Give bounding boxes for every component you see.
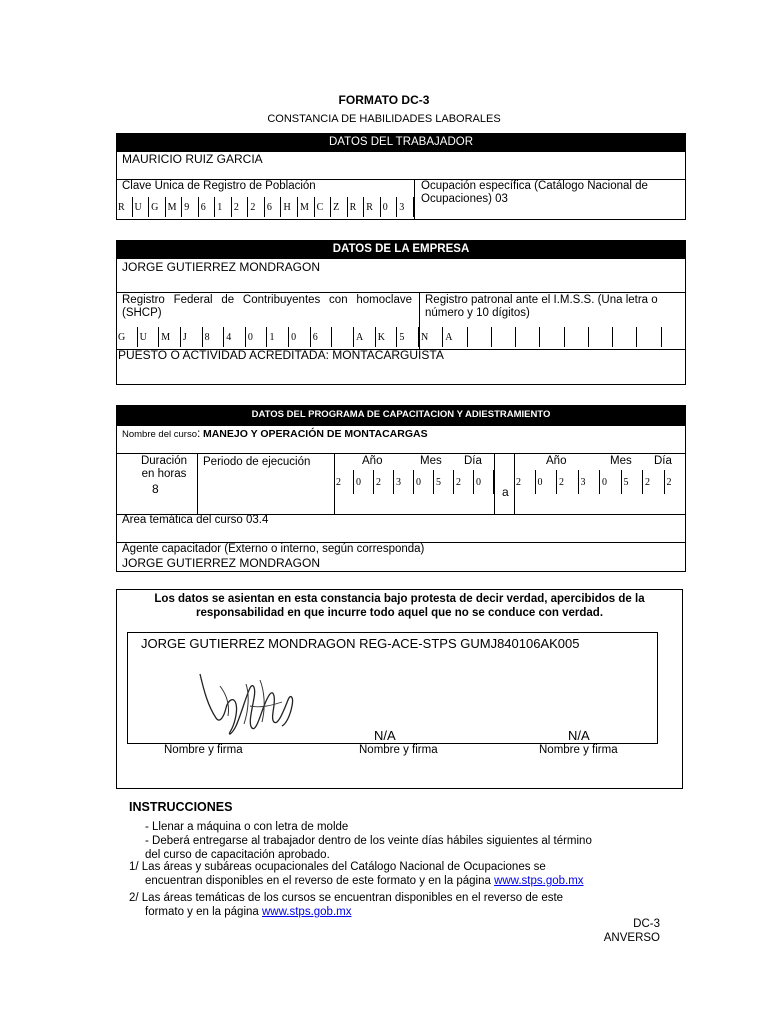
periodo-label: Periodo de ejecución: [203, 456, 311, 468]
imss-char-cell: [662, 327, 686, 347]
curp-char-cell: M: [298, 197, 315, 217]
curp-char-cell: 2: [232, 197, 249, 217]
stps-link-1[interactable]: www.stps.gob.mx: [494, 875, 584, 887]
na-value-2: N/A: [568, 728, 590, 743]
end-day-label: Día: [654, 455, 672, 467]
instrucciones-title: INSTRUCCIONES: [129, 800, 233, 814]
form-subtitle: CONSTANCIA DE HABILIDADES LABORALES: [267, 113, 501, 125]
instruccion-2b: del curso de capacitación aprobado.: [145, 849, 330, 861]
end-date-cell: 2: [665, 470, 687, 494]
rfc-char-cell: U: [138, 327, 160, 347]
start-date-cell: 2: [374, 470, 394, 494]
nota-1b-row: [145, 875, 584, 887]
curp-char-cell: Z: [331, 197, 348, 217]
end-date-cell: 5: [622, 470, 644, 494]
end-year-label: Año: [546, 455, 567, 467]
firma-label-2: Nombre y firma: [359, 744, 438, 756]
start-day-label: Día: [464, 455, 482, 467]
agente-label: Agente capacitador (Externo o interno, según corresponda): [122, 543, 425, 555]
nota-2b-row: [145, 906, 351, 918]
agente-name: JORGE GUTIERREZ MONDRAGON: [122, 556, 321, 570]
imss-char-cell: A: [443, 327, 467, 347]
end-date-cell: 2: [643, 470, 665, 494]
rfc-char-cell: 8: [203, 327, 225, 347]
nota-2b: formato y en la página: [145, 906, 259, 918]
na-value-1: N/A: [374, 728, 396, 743]
rfc-char-cell: 1: [267, 327, 289, 347]
footer-side: ANVERSO: [603, 932, 660, 944]
instructor-name: JORGE GUTIERREZ MONDRAGON REG-ACE-STPS GUMJ840106AK005: [141, 636, 580, 651]
end-date-cell: 2: [514, 470, 536, 494]
rfc-char-cell: K: [376, 327, 398, 347]
curp-cells: [116, 197, 414, 217]
rfc-char-cell: 4: [224, 327, 246, 347]
section-empresa-title: DATOS DE LA EMPRESA: [116, 240, 686, 258]
instruccion-2a: - Deberá entregarse al trabajador dentro de los veinte días hábiles siguientes al término: [145, 835, 592, 847]
rfc-char-cell: A: [354, 327, 376, 347]
duracion-value: 8: [152, 482, 159, 496]
end-date-cell: 0: [536, 470, 558, 494]
imss-char-cell: N: [419, 327, 443, 347]
start-month-label: Mes: [420, 455, 442, 467]
end-date-cell: 2: [557, 470, 579, 494]
rfc-char-cell: [332, 327, 354, 347]
end-date-cells: [514, 470, 686, 494]
curp-char-cell: 9: [182, 197, 199, 217]
start-date-cell: 0: [354, 470, 374, 494]
form-title: FORMATO DC-3: [338, 93, 430, 107]
start-date-cell: 3: [394, 470, 414, 494]
curp-char-cell: C: [315, 197, 332, 217]
curp-char-cell: 2: [248, 197, 265, 217]
rfc-char-cell: J: [181, 327, 203, 347]
end-date-cell: 0: [600, 470, 622, 494]
empresa-name: JORGE GUTIERREZ MONDRAGON: [122, 260, 321, 274]
curp-char-cell: U: [133, 197, 150, 217]
imss-char-cell: [613, 327, 637, 347]
imss-cells: [419, 327, 686, 347]
instruccion-1: - Llenar a máquina o con letra de molde: [145, 821, 349, 833]
imss-char-cell: [492, 327, 516, 347]
end-date-cell: 3: [579, 470, 601, 494]
curp-char-cell: 0: [381, 197, 398, 217]
start-date-cell: 0: [414, 470, 434, 494]
rfc-char-cell: 6: [311, 327, 333, 347]
curso-name: MANEJO Y OPERACIÓN DE MONTACARGAS: [202, 428, 428, 440]
start-date-cell: 5: [434, 470, 454, 494]
section-trabajador-title: DATOS DEL TRABAJADOR: [116, 133, 686, 151]
a-separator: a: [502, 485, 509, 499]
imss-char-cell: [516, 327, 540, 347]
curp-char-cell: M: [166, 197, 183, 217]
curp-char-cell: G: [149, 197, 166, 217]
firma-label-1: Nombre y firma: [164, 744, 243, 756]
curp-label: Clave Unica de Registro de Población: [122, 180, 316, 192]
rfc-char-cell: 0: [289, 327, 311, 347]
imss-char-cell: [468, 327, 492, 347]
curp-char-cell: 1: [215, 197, 232, 217]
nota-1a: 1/ Las áreas y subáreas ocupacionales del Catálogo Nacional de Ocupaciones se: [129, 861, 546, 873]
imss-char-cell: [589, 327, 613, 347]
area-tematica: Area temática del curso 03.4: [122, 514, 269, 526]
curso-label: Nombre del curso: [122, 429, 197, 440]
nota-2a: 2/ Las áreas temáticas de los cursos se encuentran disponibles en el reverso de este: [129, 892, 564, 904]
rfc-char-cell: 0: [246, 327, 268, 347]
duracion-label: Duración en horas: [140, 455, 188, 480]
curp-char-cell: 3: [397, 197, 414, 217]
protesta-text: Los datos se asientan en esta constancia bajo protesta de decir verdad, apercibidos de la responsabilidad en que incurre todo aquel que no se conduce con verdad.: [154, 593, 645, 619]
signature-image: [190, 666, 300, 746]
imss-label: Registro patronal ante el I.M.S.S. (Una letra o número y 10 dígitos): [425, 294, 658, 319]
nota-1b: encuentran disponibles en el reverso de este formato y en la página: [145, 875, 491, 887]
trabajador-name: MAURICIO RUIZ GARCIA: [122, 152, 263, 166]
curp-char-cell: 6: [199, 197, 216, 217]
start-date-cell: 2: [454, 470, 474, 494]
start-date-cell: 0: [474, 470, 494, 494]
curp-char-cell: R: [364, 197, 381, 217]
ocupacion-label: Ocupación específica (Catálogo Nacional de Ocupaciones) 03: [421, 180, 648, 205]
curp-char-cell: 6: [265, 197, 282, 217]
section-programa-title: DATOS DEL PROGRAMA DE CAPACITACION Y ADIESTRAMIENTO: [116, 405, 686, 425]
end-month-label: Mes: [610, 455, 632, 467]
curp-char-cell: H: [281, 197, 298, 217]
rfc-char-cell: 5: [397, 327, 419, 347]
curso-colon: :: [196, 426, 201, 440]
start-year-label: Año: [362, 455, 383, 467]
stps-link-2[interactable]: www.stps.gob.mx: [262, 906, 352, 918]
imss-char-cell: [637, 327, 661, 347]
curso-name-row: [122, 426, 428, 440]
puesto-acreditado: PUESTO O ACTIVIDAD ACREDITADA: MONTACARGUISTA: [118, 348, 444, 362]
rfc-cells: [116, 327, 419, 347]
curp-char-cell: R: [116, 197, 133, 217]
rfc-char-cell: M: [159, 327, 181, 347]
imss-char-cell: [565, 327, 589, 347]
rfc-char-cell: G: [116, 327, 138, 347]
start-date-cells: [334, 470, 494, 494]
firma-label-3: Nombre y firma: [539, 744, 618, 756]
start-date-cell: 2: [334, 470, 354, 494]
rfc-label: Registro Federal de Contribuyentes con homoclave (SHCP): [122, 294, 412, 319]
footer-code: DC-3: [633, 918, 660, 930]
imss-char-cell: [540, 327, 564, 347]
curp-char-cell: R: [348, 197, 365, 217]
empresa-box: [116, 258, 686, 385]
